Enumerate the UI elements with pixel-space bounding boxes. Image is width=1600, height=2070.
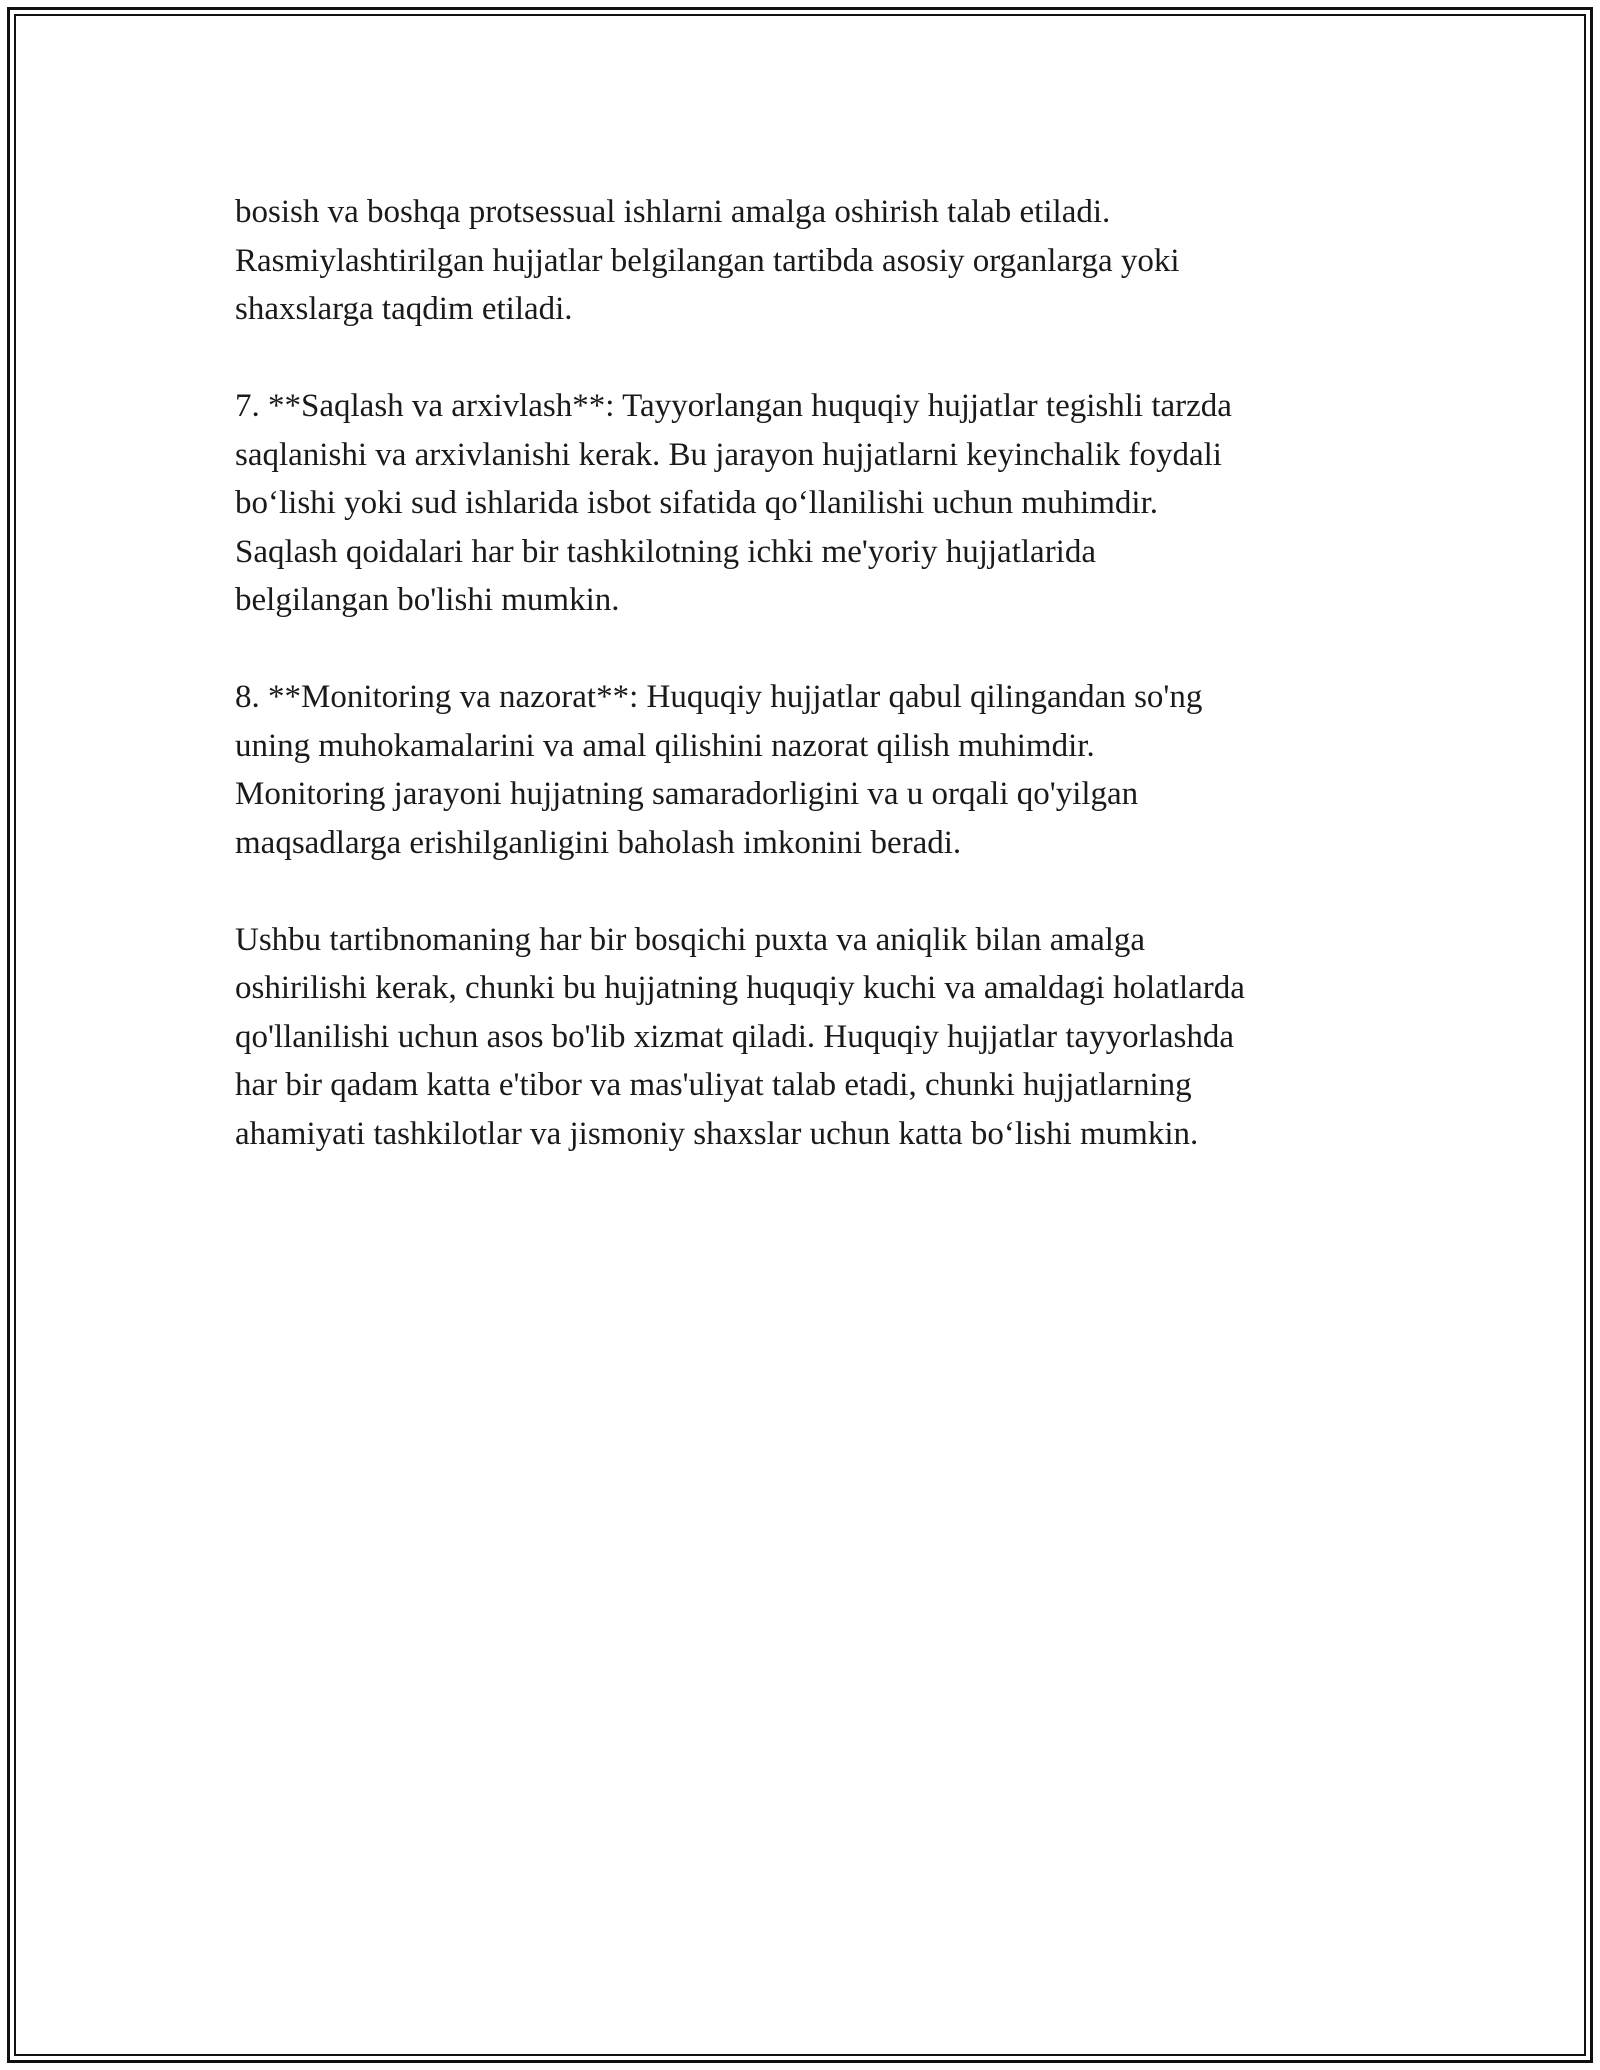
paragraph-conclusion: Ushbu tartibnomaning har bir bosqichi puxta va aniqlik bilan amalga oshirilishi kerak, chunki bu hujjatning huquqiy kuchi va amaldagi holatlarda qo'llanilishi uchun asos bo'lib xizmat qiladi. Huquqiy hujjatlar tayyorlashda har bir qadam katta e'tibor va mas'uliyat talab etadi, chunki hujjatlarning ahamiyati tashkilotlar va jismoniy shaxslar uchun katta bo‘lishi mumkin. bbox=[235, 921, 1245, 1152]
document-body bbox=[235, 188, 1385, 1207]
paragraph-continuation: bosish va boshqa protsessual ishlarni amalga oshirish talab etiladi. Rasmiylashtirilgan hujjatlar belgilangan tartibda asosiy organlarga yoki shaxslarga taqdim etiladi. bbox=[235, 194, 1180, 327]
paragraph-monitoring-control: 8. **Monitoring va nazorat**: Huquqiy hujjatlar qabul qilingandan so'ng uning muhokamalarini va amal qilishini nazorat qilish muhimdir. Monitoring jarayoni hujjatning samaradorligini va u orqali qo'yilgan maqsadlarga erishilganligini baholash imkonini beradi. bbox=[235, 679, 1203, 861]
paragraph-storage-archiving: 7. **Saqlash va arxivlash**: Tayyorlangan huquqiy hujjatlar tegishli tarzda saqlanishi va arxivlanishi kerak. Bu jarayon hujjatlarni keyinchalik foydali bo‘lishi yoki sud ishlarida isbot sifatida qo‘llanilishi uchun muhimdir. Saqlash qoidalari har bir tashkilotning ichki me'yoriy hujjatlarida belgilangan bo'lishi mumkin. bbox=[235, 388, 1232, 618]
